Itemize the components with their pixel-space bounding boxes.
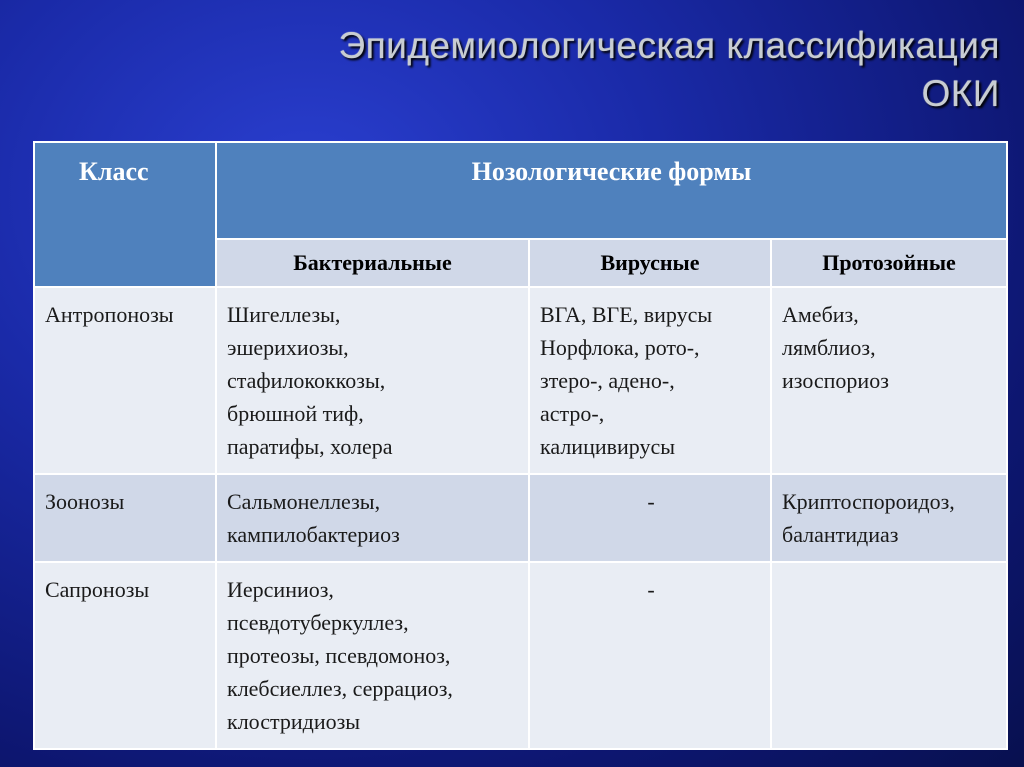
cell-line: брюшной тиф,: [227, 401, 364, 426]
subheader-viral: Вирусные: [529, 239, 771, 287]
cell-line: Криптоспороидоз,: [782, 489, 955, 514]
cell-line: Амебиз,: [782, 302, 859, 327]
cell-line: клебсиеллез, серрациоз,: [227, 676, 453, 701]
cell-line: -: [647, 489, 655, 514]
table-row: [34, 474, 1007, 562]
cell-line: стафилококкозы,: [227, 368, 386, 393]
cell-line: клостридиозы: [227, 709, 361, 734]
cell-line: кампилобактериоз: [227, 522, 400, 547]
cell-protozoal: [771, 287, 1007, 474]
cell-bacterial: [216, 287, 529, 474]
cell-line: Иерсиниоз,: [227, 577, 334, 602]
subheader-bacterial: Бактериальные: [216, 239, 529, 287]
cell-line: -: [647, 577, 655, 602]
cell-line: протеозы, псевдомоноз,: [227, 643, 451, 668]
cell-line: Шигеллезы,: [227, 302, 341, 327]
slide-title-line-2: ОКИ: [921, 73, 1000, 114]
table-row: [34, 287, 1007, 474]
slide-title-line-1: Эпидемиологическая классификация: [338, 25, 1000, 66]
cell-line: псевдотуберкуллез,: [227, 610, 409, 635]
cell-protozoal: [771, 474, 1007, 562]
header-class: Класс: [34, 142, 216, 287]
cell-line: эшерихиозы,: [227, 335, 349, 360]
cell-line: паратифы, холера: [227, 434, 393, 459]
cell-viral: [529, 287, 771, 474]
cell-line: лямблиоз,: [782, 335, 876, 360]
cell-line: Норфлока, рото-,: [540, 335, 700, 360]
cell-viral: [529, 474, 771, 562]
cell-line: ВГА, ВГЕ, вирусы: [540, 302, 713, 327]
cell-class: Зоонозы: [34, 474, 216, 562]
cell-line: калицивирусы: [540, 434, 676, 459]
cell-line: балантидиаз: [782, 522, 899, 547]
subheader-protozoal: Протозойные: [771, 239, 1007, 287]
cell-line: астро-,: [540, 401, 605, 426]
cell-class: Сапронозы: [34, 562, 216, 749]
cell-line: зтеро-, адено-,: [540, 368, 675, 393]
cell-line: изоспориоз: [782, 368, 889, 393]
cell-class: Антропонозы: [34, 287, 216, 474]
slide-title: [0, 22, 1000, 118]
table-row: [34, 562, 1007, 749]
cell-viral: [529, 562, 771, 749]
cell-protozoal: [771, 562, 1007, 749]
cell-line: Сальмонеллезы,: [227, 489, 381, 514]
table-header-row: [34, 142, 1007, 239]
cell-bacterial: [216, 474, 529, 562]
classification-table: [33, 141, 1008, 750]
cell-bacterial: [216, 562, 529, 749]
header-nosological-forms: Нозологические формы: [216, 142, 1007, 239]
